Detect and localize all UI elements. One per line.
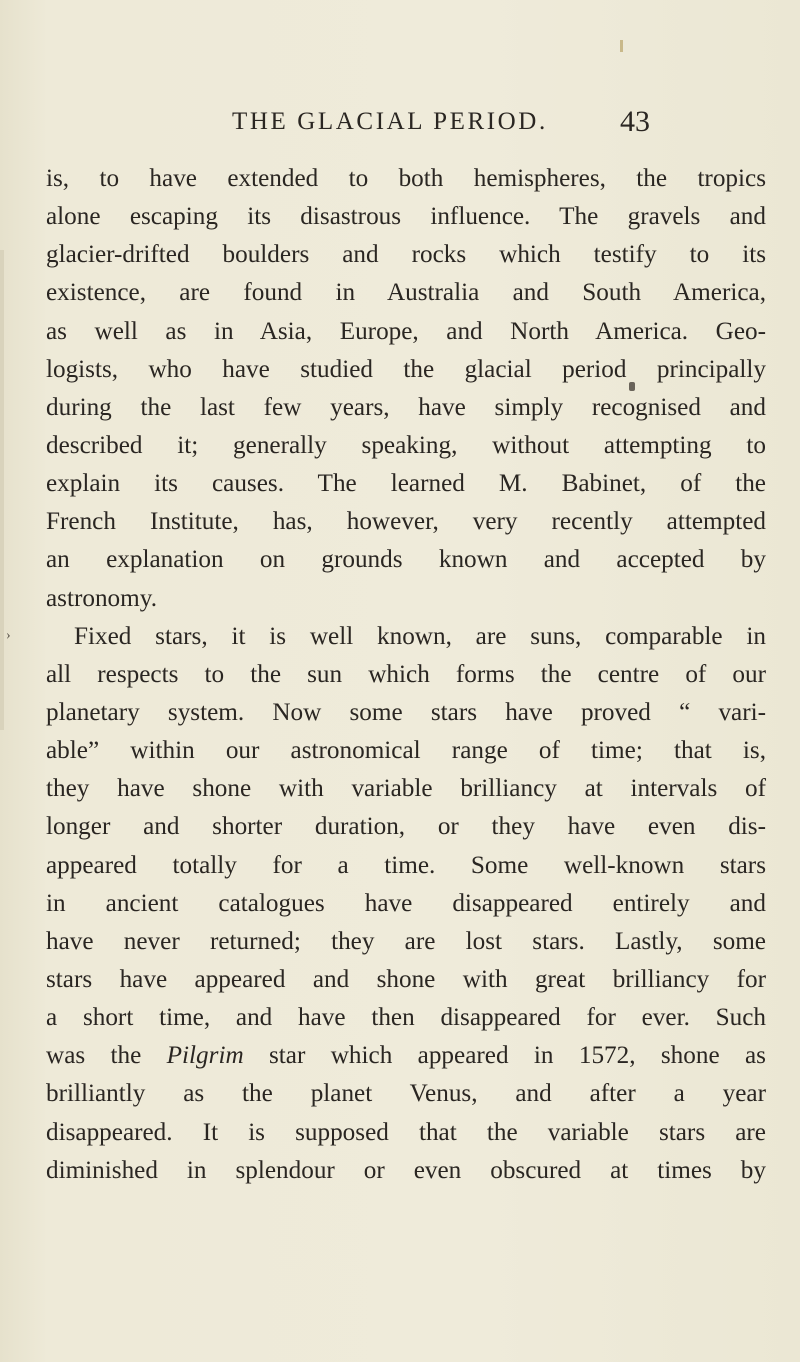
text-line: stars have appeared and shone with great brilliancy for	[46, 965, 766, 993]
page-blemish	[620, 40, 623, 52]
text-line: glacier-drifted boulders and rocks which testify to its	[46, 241, 766, 269]
page-header	[0, 105, 800, 148]
italic-ship-name: Pilgrim	[166, 1042, 244, 1070]
text-fragment: was the	[46, 1042, 167, 1070]
text-line-pilgrim	[46, 1037, 766, 1075]
text-line: a short time, and have then disappeared for ever. Such	[46, 1004, 766, 1032]
text-line: they have shone with variable brilliancy at intervals of	[46, 775, 766, 803]
page-number: 43	[620, 105, 650, 138]
text-line: have never returned; they are lost stars. Lastly, some	[46, 927, 766, 955]
text-line: described it; generally speaking, without attempting to	[46, 431, 766, 459]
text-line: logists, who have studied the glacial period principally	[46, 355, 766, 383]
text-line: an explanation on grounds known and accepted by	[46, 546, 766, 574]
text-line: Fixed stars, it is well known, are suns, comparable in	[74, 622, 766, 650]
text-line: existence, are found in Australia and South America,	[46, 279, 766, 307]
text-line: disappeared. It is supposed that the variable stars are	[46, 1118, 766, 1146]
text-line: diminished in splendour or even obscured at times by	[46, 1156, 766, 1184]
text-line: able” within our astronomical range of time; that is,	[46, 737, 766, 765]
text-line: during the last few years, have simply recognised and	[46, 393, 766, 421]
text-line: in ancient catalogues have disappeared entirely and	[46, 889, 766, 917]
text-line: explain its causes. The learned M. Babinet, of the	[46, 470, 766, 498]
text-line: astronomy.	[46, 584, 157, 612]
text-line: appeared totally for a time. Some well-known stars	[46, 851, 766, 879]
text-line: as well as in Asia, Europe, and North America. Geo-	[46, 317, 766, 345]
running-head: THE GLACIAL PERIOD.	[232, 108, 548, 135]
text-line: planetary system. Now some stars have proved “ vari-	[46, 698, 766, 726]
text-line: French Institute, has, however, very recently attempted	[46, 508, 766, 536]
margin-arrow-mark: ›	[6, 628, 11, 643]
text-line: longer and shorter duration, or they have even dis-	[46, 813, 766, 841]
body-text	[46, 160, 766, 1190]
page-edge-shadow	[0, 250, 4, 730]
text-line: brilliantly as the planet Venus, and after a year	[46, 1080, 766, 1108]
text-line: all respects to the sun which forms the centre of our	[46, 660, 766, 688]
text-line: alone escaping its disastrous influence. The gravels and	[46, 203, 766, 231]
text-line: is, to have extended to both hemispheres, the tropics	[46, 165, 766, 192]
text-fragment: star which appeared in 1572, shone as	[243, 1042, 766, 1070]
